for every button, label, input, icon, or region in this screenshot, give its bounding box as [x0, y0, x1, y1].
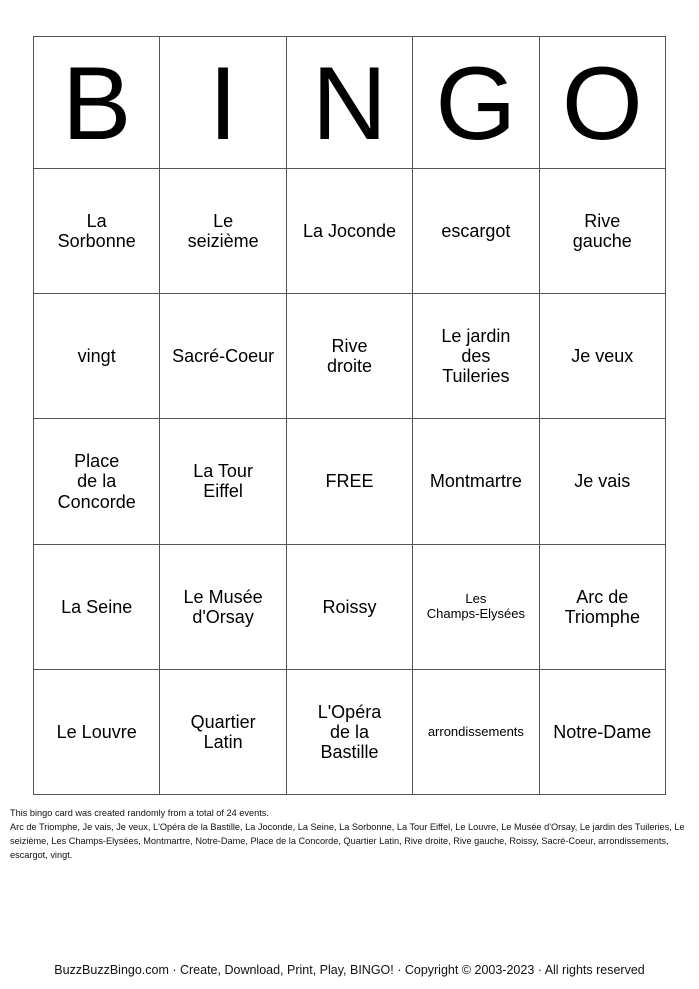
cell-text-line: Les [465, 591, 487, 607]
cell-text-line: Montmartre [429, 471, 522, 492]
cell-text-line: Sacré-Coeur [172, 346, 275, 367]
footer-copyright: BuzzBuzzBingo.com · Create, Download, Print, Play, BINGO! · Copyright © 2003-2023 · All rights reserved [54, 963, 645, 977]
cell-text-line: Sorbonne [57, 231, 136, 252]
bingo-cell[interactable] [34, 169, 160, 294]
grid-row [34, 669, 666, 794]
cell-text-line: FREE [325, 471, 374, 492]
header-letter-i: I [160, 37, 286, 169]
cell-text-line: Rive [331, 336, 368, 357]
cell-text-line: Le jardin [441, 326, 511, 347]
note-event-list: Arc de Triomphe, Je vais, Je veux, L'Opéra de la Bastille, La Joconde, La Seine, La Sorbonne, La Tour Eiffel, Le Louvre, Le Musée d'Orsay, Le jardin des Tuileries, Le seizième, Les Champs-Elysées, Montmartre, Notre-Dame, Place de la Concorde, Quartier Latin, Rive droite, Rive gauche, Roissy, Sacré-Coeur, arrondissements, escargot, vingt. [10, 822, 685, 860]
cell-text-line: droite [326, 356, 372, 377]
cell-text-line: de la [77, 471, 117, 492]
bingo-cell[interactable] [34, 669, 160, 794]
bingo-cell[interactable] [160, 294, 286, 419]
cell-text-line: Latin [203, 731, 243, 752]
cell-text-line: Eiffel [203, 481, 243, 502]
bingo-cell[interactable] [160, 669, 286, 794]
bingo-cell[interactable] [413, 544, 539, 669]
cell-text-line: La Seine [61, 596, 133, 617]
cell-text-line: arrondissements [427, 723, 524, 739]
bingo-cell[interactable] [539, 294, 665, 419]
cell-text-line: escargot [441, 221, 511, 242]
cell-text-line: seizième [187, 231, 259, 252]
cell-text-line: La Joconde [302, 221, 397, 242]
card-note [10, 806, 690, 862]
cell-text-line: d'Orsay [192, 606, 254, 627]
cell-text-line: des [461, 346, 491, 367]
bingo-cell[interactable] [34, 419, 160, 544]
cell-text-line: Je veux [571, 346, 634, 367]
free-space-cell[interactable] [286, 419, 412, 544]
cell-text-line: Roissy [322, 596, 377, 617]
cell-text-line: Quartier [190, 711, 256, 732]
bingo-cell[interactable] [413, 419, 539, 544]
cell-text-line: Je vais [574, 471, 631, 492]
cell-text-line: de la [329, 721, 369, 742]
cell-text-line: Concorde [57, 491, 136, 512]
cell-text-line: Notre-Dame [553, 721, 652, 742]
header-letter-n: N [286, 37, 412, 169]
bingo-cell[interactable] [539, 169, 665, 294]
note-summary: This bingo card was created randomly from a total of 24 events. [10, 808, 269, 818]
bingo-cell[interactable] [413, 294, 539, 419]
bingo-cell[interactable] [160, 169, 286, 294]
bingo-grid [34, 169, 666, 795]
cell-text-line: La Tour [193, 461, 253, 482]
bingo-cell[interactable] [413, 169, 539, 294]
bingo-cell[interactable] [160, 419, 286, 544]
bingo-cell[interactable] [286, 544, 412, 669]
cell-text-line: Le [213, 210, 234, 231]
bingo-cell[interactable] [539, 419, 665, 544]
bingo-card [33, 36, 666, 795]
cell-text-line: vingt [77, 346, 116, 367]
bingo-cell[interactable] [539, 669, 665, 794]
bingo-cell[interactable] [286, 669, 412, 794]
bingo-cell[interactable] [34, 544, 160, 669]
header-letter-o: O [539, 37, 665, 169]
cell-text-line: Place [74, 451, 120, 472]
cell-text-line: Tuileries [442, 366, 510, 387]
bingo-cell[interactable] [160, 544, 286, 669]
cell-text-line: gauche [572, 231, 632, 252]
cell-text-line: Triomphe [564, 606, 640, 627]
cell-text-line: Rive [584, 210, 621, 231]
cell-text-line: Bastille [320, 741, 379, 762]
grid-row [34, 419, 666, 544]
header-letter-b: B [34, 37, 160, 169]
cell-text-line: Arc de [576, 586, 629, 607]
bingo-cell[interactable] [286, 169, 412, 294]
bingo-cell[interactable] [34, 294, 160, 419]
cell-text-line: La [86, 210, 107, 231]
bingo-cell[interactable] [413, 669, 539, 794]
header-letter-g: G [413, 37, 539, 169]
grid-row [34, 544, 666, 669]
grid-row [34, 169, 666, 294]
cell-text-line: Champs-Elysées [426, 605, 525, 621]
bingo-cell[interactable] [539, 544, 665, 669]
cell-text-line: L'Opéra [317, 701, 382, 722]
grid-row [34, 294, 666, 419]
bingo-cell[interactable] [286, 294, 412, 419]
cell-text-line: Le Musée [183, 586, 263, 607]
header-row [34, 37, 666, 169]
cell-text-line: Le Louvre [56, 721, 137, 742]
